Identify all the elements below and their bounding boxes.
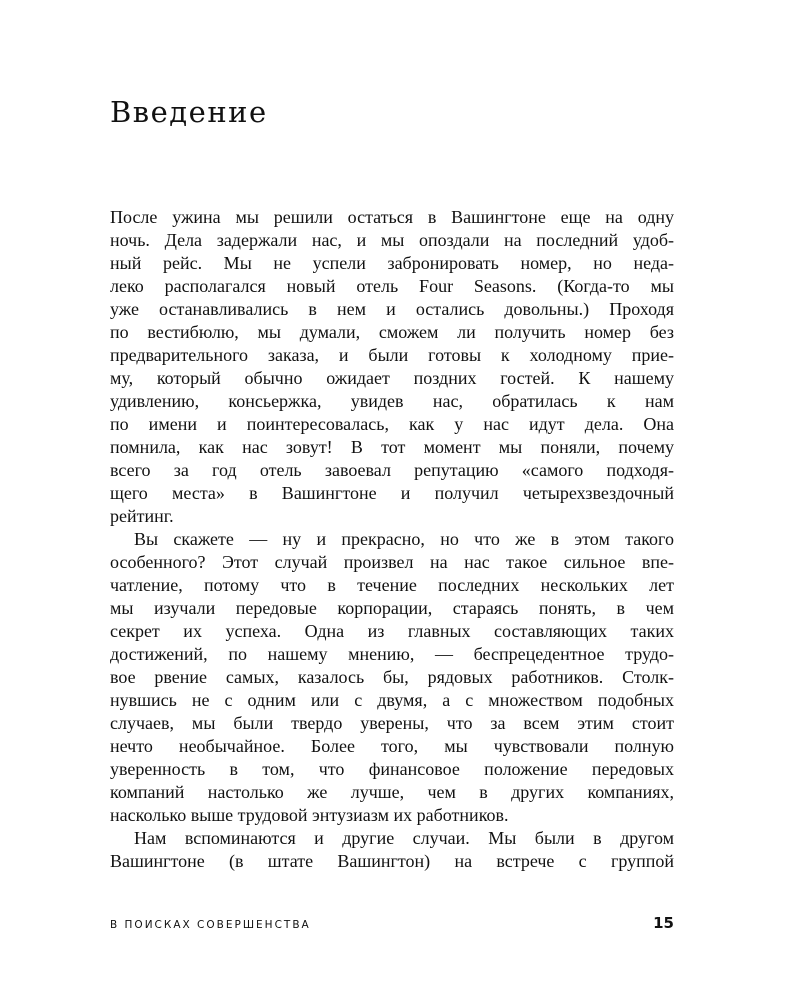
text-line: мы изучали передовые корпорации, стараясь понять, в чем — [110, 598, 674, 618]
text-line: рейтинг. — [110, 506, 174, 526]
text-line: помнила, как нас зовут! В тот момент мы поняли, почему — [110, 437, 674, 457]
text-line: особенного? Этот случай произвел на нас такое сильное впе- — [110, 552, 674, 572]
body-text — [110, 206, 674, 873]
text-line: удивлению, консьержка, увидев нас, обратилась к нам — [110, 391, 674, 411]
running-footer-title: В ПОИСКАХ СОВЕРШЕНСТВА — [110, 919, 311, 931]
text-line: вое рвение самых, казалось бы, рядовых работников. Столк- — [110, 667, 674, 687]
text-line: ный рейс. Мы не успели забронировать номер, но неда- — [110, 253, 674, 273]
text-line: щего места» в Вашингтоне и получил четырехзвездочный — [110, 483, 674, 503]
text-line: предварительного заказа, и были готовы к холодному прие- — [110, 345, 674, 365]
text-line: нувшись не с одним или с двумя, а с множеством подобных — [110, 690, 674, 710]
text-line: леко располагался новый отель Four Seasons. (Когда-то мы — [110, 276, 674, 296]
text-line: всего за год отель завоевал репутацию «самого подходя- — [110, 460, 674, 480]
text-line: достижений, по нашему мнению, — беспрецедентное трудо- — [110, 644, 674, 664]
text-line: насколько выше трудовой энтузиазм их работников. — [110, 805, 509, 825]
text-line: уверенность в том, что финансовое положение передовых — [110, 759, 674, 779]
text-line: чатление, потому что в течение последних нескольких лет — [110, 575, 674, 595]
text-line: Вашингтоне (в штате Вашингтон) на встрече с группой — [110, 851, 674, 871]
text-line: После ужина мы решили остаться в Вашингтоне еще на одну — [110, 207, 674, 227]
text-line: по вестибюлю, мы думали, сможем ли получить номер без — [110, 322, 674, 342]
text-line: случаев, мы были твердо уверены, что за всем этим стоит — [110, 713, 674, 733]
chapter-heading: Введение — [110, 95, 268, 129]
text-line: Вы скажете — ну и прекрасно, но что же в этом такого — [134, 529, 674, 549]
text-line: ночь. Дела задержали нас, и мы опоздали на последний удоб- — [110, 230, 674, 250]
text-line: по имени и поинтересовалась, как у нас идут дела. Она — [110, 414, 674, 434]
text-line: нечто необычайное. Более того, мы чувствовали полную — [110, 736, 674, 756]
text-line: компаний настолько же лучше, чем в других компаниях, — [110, 782, 674, 802]
text-line: уже останавливались в нем и остались довольны.) Проходя — [110, 299, 674, 319]
text-line: му, который обычно ожидает поздних гостей. К нашему — [110, 368, 674, 388]
text-line: секрет их успеха. Одна из главных составляющих таких — [110, 621, 674, 641]
page-number: 15 — [653, 914, 674, 932]
text-line: Нам вспоминаются и другие случаи. Мы были в другом — [134, 828, 674, 848]
